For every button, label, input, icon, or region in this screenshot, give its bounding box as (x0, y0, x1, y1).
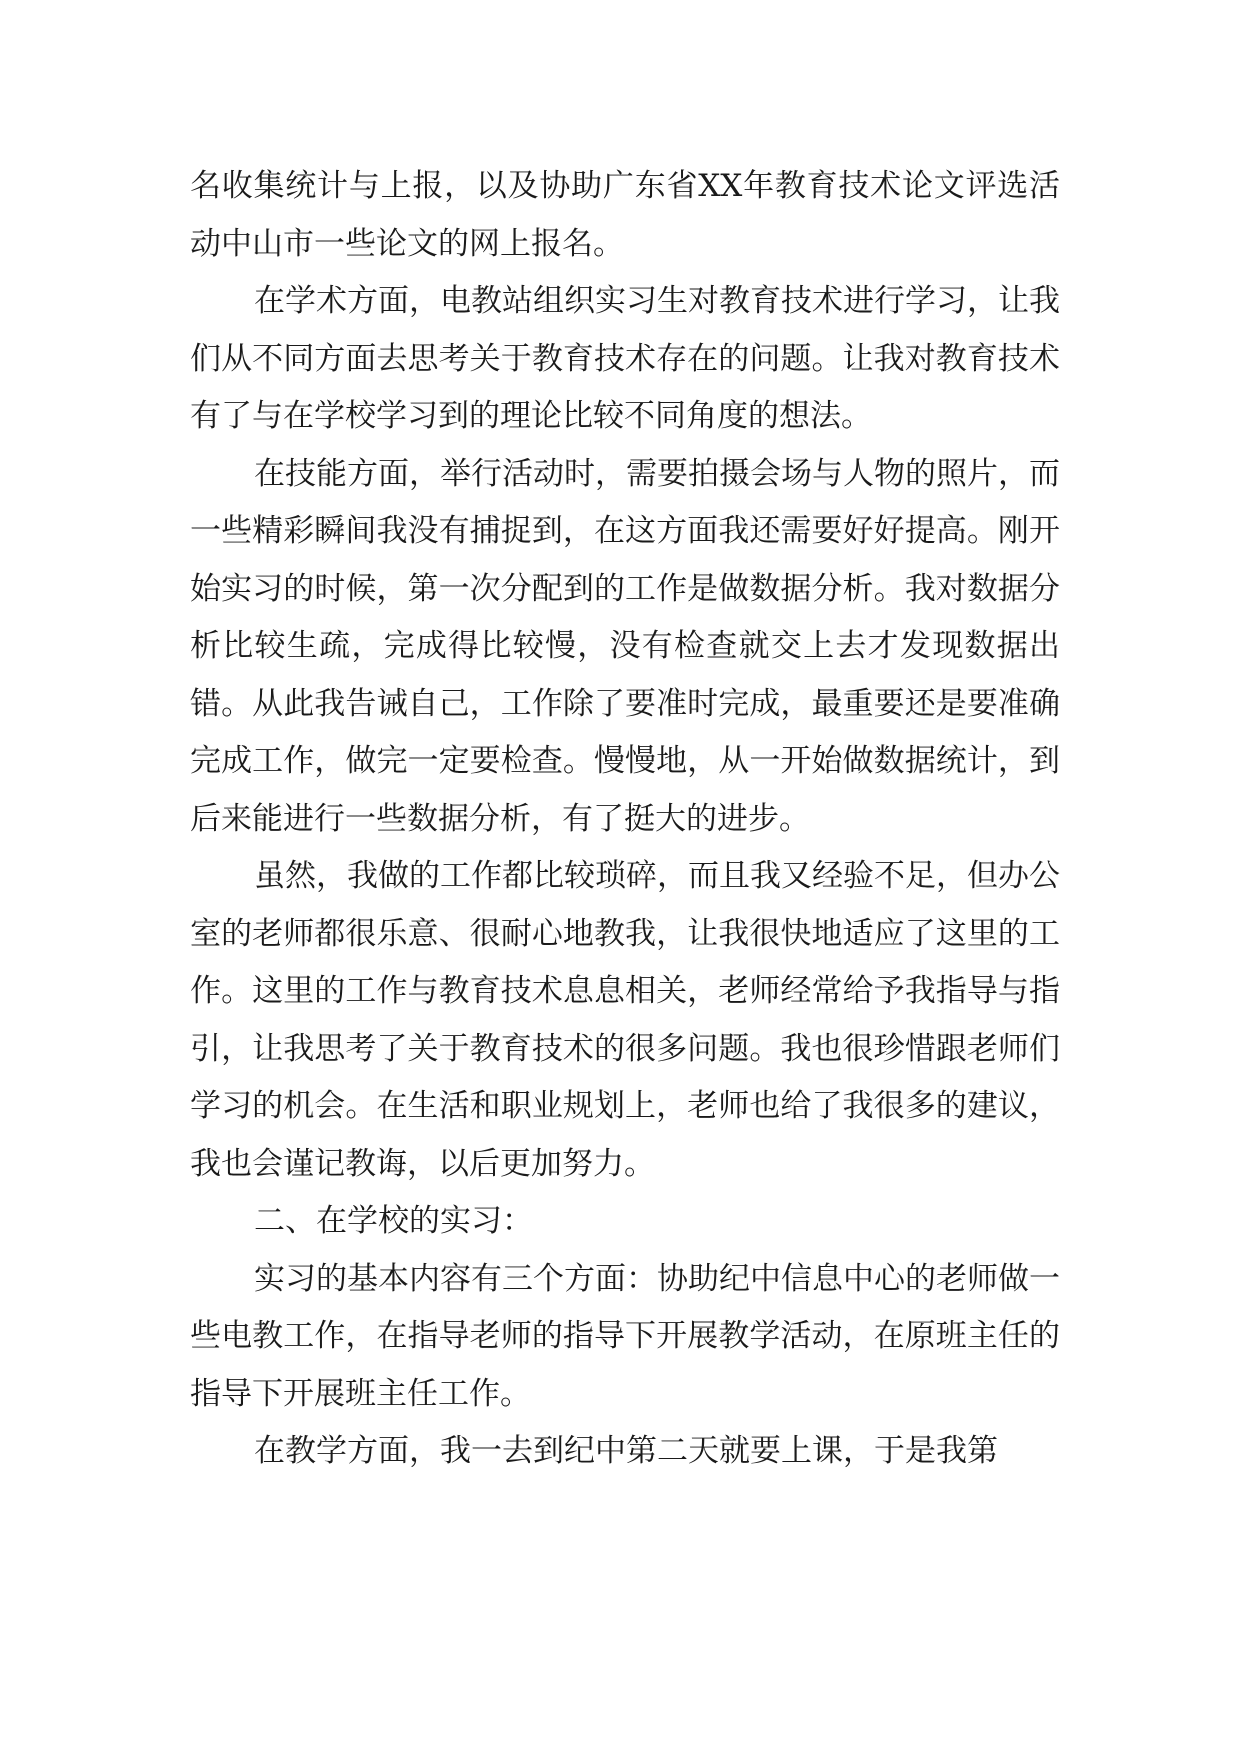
paragraph-academic: 在学术方面，电教站组织实习生对教育技术进行学习，让我们从不同方面去思考关于教育技术存在的问题。让我对教育技术有了与在学校学习到的理论比较不同角度的想法。 (190, 283, 1060, 434)
paragraph-teaching: 在教学方面，我一去到纪中第二天就要上课，于是我第 (254, 1433, 998, 1469)
section-heading-school-internship: 二、在学校的实习： (254, 1203, 533, 1239)
paragraph-internship-content: 实习的基本内容有三个方面：协助纪中信息中心的老师做一些电教工作，在指导老师的指导下开展教学活动，在原班主任的指导下开展班主任工作。 (190, 1260, 1060, 1412)
paragraph-office-teachers: 虽然，我做的工作都比较琐碎，而且我又经验不足，但办公室的老师都很乐意、很耐心地教我，让我很快地适应了这里的工作。这里的工作与教育技术息息相关，老师经常给予我指导与指引，让我思考了关于教育技术的很多问题。我也很珍惜跟老师们学习的机会。在生活和职业规划上，老师也给了我很多的建议，我也会谨记教诲，以后更加努力。 (190, 858, 1060, 1182)
document-body (190, 158, 1060, 1481)
paragraph-skills: 在技能方面，举行活动时，需要拍摄会场与人物的照片，而一些精彩瞬间我没有捕捉到，在这方面我还需要好好提高。刚开始实习的时候，第一次分配到的工作是做数据分析。我对数据分析比较生疏，完成得比较慢，没有检查就交上去才发现数据出错。从此我告诫自己，工作除了要准时完成，最重要还是要准确完成工作，做完一定要检查。慢慢地，从一开始做数据统计，到后来能进行一些数据分析，有了挺大的进步。 (190, 455, 1060, 837)
paragraph-continuation: 名收集统计与上报，以及协助广东省XX年教育技术论文评选活动中山市一些论文的网上报名。 (190, 168, 1060, 262)
